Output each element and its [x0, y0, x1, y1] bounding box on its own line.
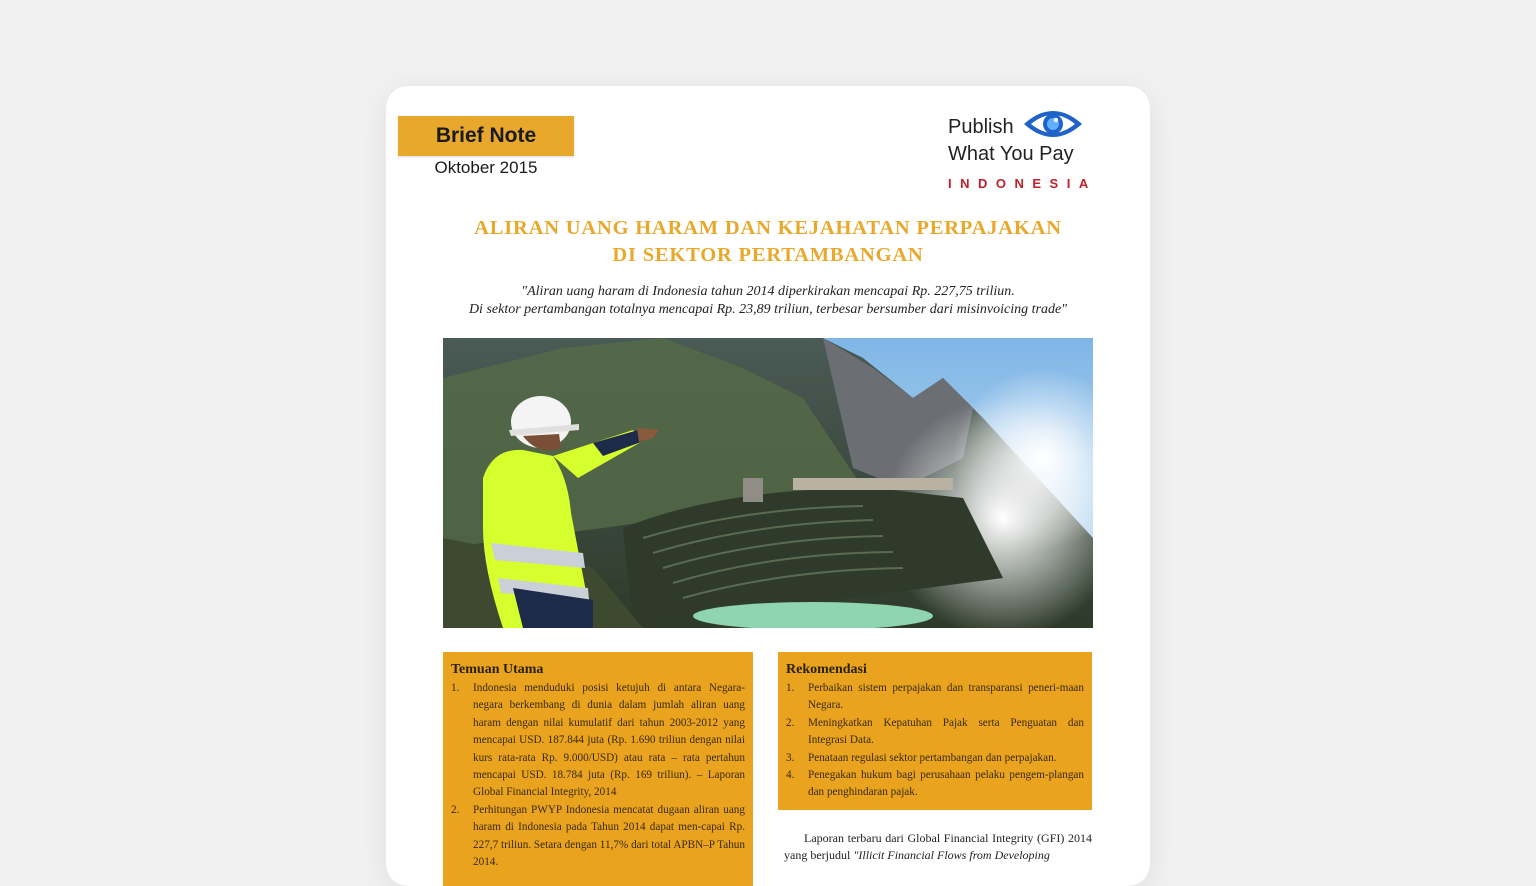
rekomendasi-item — [786, 750, 1084, 767]
document-title — [426, 215, 1110, 269]
list-text: Penataan regulasi sektor pertambangan dan perpajakan. — [808, 751, 1057, 764]
logo-line-indonesia: INDONESIA — [948, 176, 1097, 191]
logo-line-publish: Publish — [948, 116, 1014, 138]
brief-note-badge: Brief Note — [398, 116, 574, 156]
title-line-2: DI SEKTOR PERTAMBANGAN — [612, 244, 924, 266]
list-number: 2. — [451, 803, 460, 816]
rekomendasi-item — [786, 767, 1084, 802]
publication-date: Oktober 2015 — [434, 158, 538, 177]
eye-icon — [1022, 106, 1084, 142]
list-text: Indonesia menduduki posisi ketujuh di antara Negara-negara berkembang di dunia dalam jumlah aliran uang haram dengan nilai kumulatif dari tahun 2003-2012 yang mencapai USD. 187.844 juta (Rp. 1.690 triliun dengan nilai kurs rata-rata Rp. 9.000/USD) atau rata – rata pertahun mencapai USD. 18.784 juta (Rp. 169 triliun). – Laporan Global Financial Integrity, 2014 — [473, 682, 745, 799]
list-number: 3. — [786, 751, 795, 764]
quote-line-1: "Aliran uang haram di Indonesia tahun 2014 diperkirakan mencapai Rp. 227,75 triliun. — [521, 284, 1015, 299]
list-text: Perhitungan PWYP Indonesia mencatat dugaan aliran uang haram di Indonesia pada Tahun 2014 dapat men-capai Rp. 227,7 triliun. Setara dengan 11,7% dari total APBN–P Tahun 2014. — [473, 803, 745, 869]
logo-line-what-you-pay: What You Pay — [948, 143, 1074, 165]
list-text: Meningkatkan Kepatuhan Pajak serta Penguatan dan Integrasi Data. — [808, 716, 1084, 747]
mine-photo — [443, 338, 1093, 628]
temuan-utama-box — [443, 652, 753, 886]
paragraph-italic: "Illicit Financial Flows from Developing — [853, 848, 1050, 862]
list-number: 1. — [786, 682, 795, 694]
mine-photo-illustration — [443, 338, 1093, 628]
list-text: Perbaikan sistem perpajakan dan transparansi peneri-maan Negara. — [808, 682, 1084, 712]
title-line-1: ALIRAN UANG HARAM DAN KEJAHATAN PERPAJAKAN — [474, 217, 1062, 239]
rekomendasi-item — [786, 680, 1084, 715]
paragraph-text: Laporan terbaru dari Global Financial Integrity (GFI) 2014 yang berjudul — [784, 831, 1092, 862]
list-text: Penegakan hukum bagi perusahaan pelaku pengem-plangan dan penghindaran pajak. — [808, 769, 1084, 799]
rekomendasi-item — [786, 715, 1084, 750]
temuan-item — [451, 802, 745, 872]
list-number: 2. — [786, 716, 795, 729]
rekomendasi-list — [786, 680, 1084, 802]
rekomendasi-heading: Rekomendasi — [786, 662, 867, 677]
temuan-item — [451, 680, 745, 802]
temuan-list — [451, 680, 745, 871]
temuan-heading: Temuan Utama — [451, 662, 544, 677]
body-paragraph — [784, 830, 1092, 864]
document-page — [386, 86, 1150, 886]
quote-line-2: Di sektor pertambangan totalnya mencapai Rp. 23,89 triliun, terbesar bersumber dari misinvoicing trade" — [468, 302, 1068, 317]
rekomendasi-box — [778, 652, 1092, 810]
pull-quote — [426, 283, 1110, 319]
pwyp-logo — [946, 106, 1126, 196]
list-number: 4. — [786, 769, 795, 782]
list-number: 1. — [451, 682, 460, 694]
